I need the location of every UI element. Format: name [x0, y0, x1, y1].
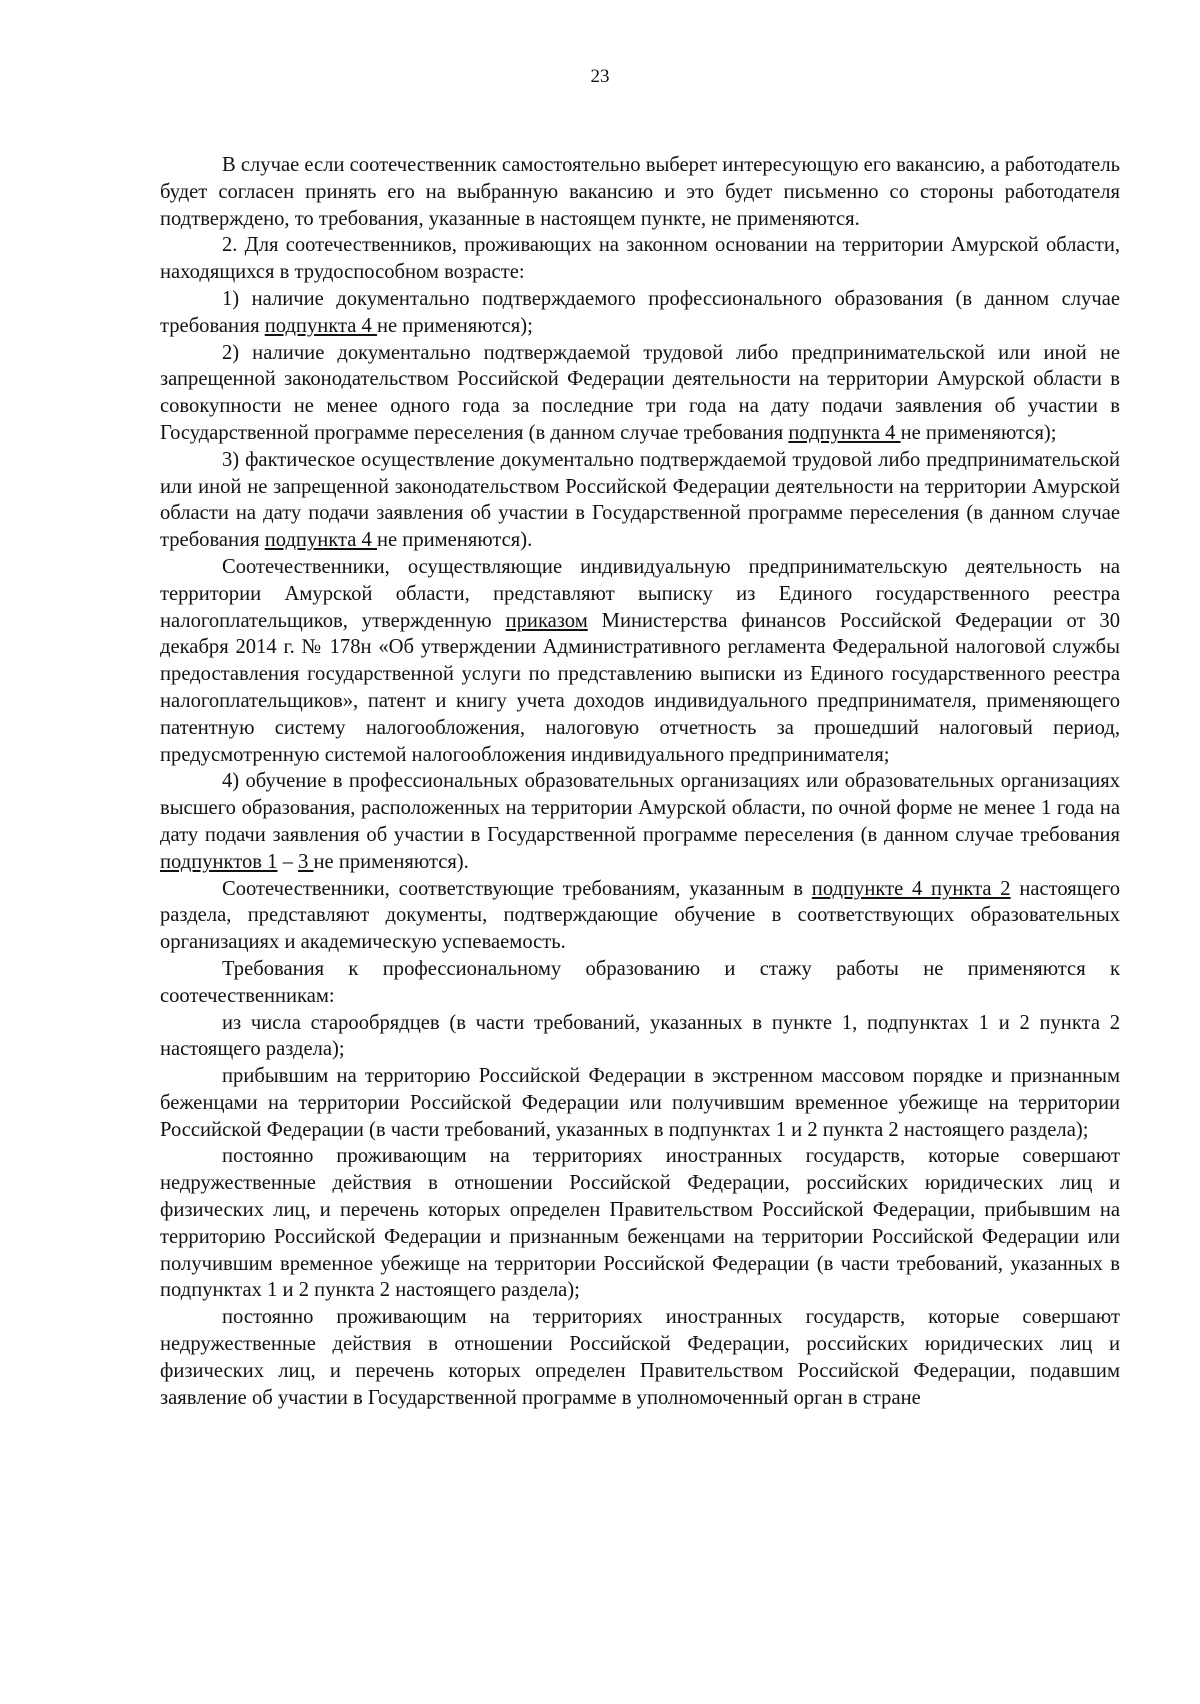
- paragraph: [160, 232, 1120, 286]
- paragraph: [160, 1304, 1120, 1411]
- text-run: Соотечественники, соответствующие требованиям, указанным в: [222, 877, 812, 900]
- text-run: не применяются).: [313, 850, 469, 873]
- text-run: не применяются);: [376, 314, 533, 337]
- text-run: Требования к профессиональному образованию и стажу работы не применяются к соотечественникам:: [160, 957, 1120, 1007]
- paragraph: [160, 152, 1120, 232]
- paragraph: [160, 1143, 1120, 1304]
- paragraph: [160, 340, 1120, 447]
- text-run: постоянно проживающим на территориях иностранных государств, которые совершают недружественные действия в отношении Российской Федерации, российских юридических лиц и физических лиц, и перечень которых определен Правительством Российской Федерации, прибывшим на территорию Российской Федерации и признанным беженцами на территории Российской Федерации или получившим временное убежище на территории Российской Федерации (в части требований, указанных в подпунктах 1 и 2 пункта 2 настоящего раздела);: [160, 1145, 1120, 1302]
- text-run: –: [277, 850, 299, 873]
- paragraph: [160, 956, 1120, 1010]
- paragraph: [160, 1063, 1120, 1143]
- text-run: не применяются);: [900, 421, 1057, 444]
- paragraph: [160, 876, 1120, 956]
- text-run: В случае если соотечественник самостоятельно выберет интересующую его вакансию, а работодатель будет согласен принять его на выбранную вакансию и это будет письменно со стороны работодателя подтверждено, то требования, указанные в настоящем пункте, не применяются.: [160, 154, 1120, 230]
- reference-link: подпункте 4 пункта 2: [811, 877, 1011, 900]
- reference-link: 3: [298, 850, 314, 873]
- text-run: не применяются).: [376, 529, 533, 552]
- reference-link: приказом: [505, 609, 588, 632]
- text-run: Министерства финансов Российской Федерации от 30 декабря 2014 г. № 178н «Об утверждении Административного регламента Федеральной налоговой службы предоставления государственной услуги по представлению выписки из Единого государственного реестра налогоплательщиков», патент и книгу учета доходов индивидуального предпринимателя, применяющего патентную систему налогообложения, налоговую отчетность за прошедший налоговый период, предусмотренную системой налогообложения индивидуального предпринимателя;: [160, 609, 1120, 766]
- paragraph: [160, 447, 1120, 554]
- paragraph: [160, 768, 1120, 875]
- paragraph: [160, 286, 1120, 340]
- text-run: 2. Для соотечественников, проживающих на законном основании на территории Амурской области, находящихся в трудоспособном возрасте:: [160, 234, 1120, 284]
- page-number: 23: [590, 66, 610, 87]
- text-run: 3) фактическое осуществление документально подтверждаемой трудовой либо предпринимательской или иной не запрещенной законодательством Российской Федерации деятельности на территории Амурской области на дату подачи заявления об участии в Государственной программе переселения (в данном случае требования: [160, 448, 1120, 552]
- paragraph: [160, 1010, 1120, 1064]
- text-run: из числа старообрядцев (в части требований, указанных в пункте 1, подпунктах 1 и 2 пункта 2 настоящего раздела);: [160, 1011, 1120, 1061]
- reference-link: подпунктов 1: [160, 850, 278, 873]
- text-run: 2) наличие документально подтверждаемой трудовой либо предпринимательской или иной не запрещенной законодательством Российской Федерации деятельности на территории Амурской области в совокупности не менее одного года за последние три года на дату подачи заявления об участии в Государственной программе переселения (в данном случае требования: [160, 341, 1120, 444]
- paragraph: [160, 554, 1120, 768]
- text-run: 1) наличие документально подтверждаемого профессионального образования (в данном случае требования: [160, 287, 1120, 337]
- text-run: 4) обучение в профессиональных образовательных организациях или образовательных организациях высшего образования, расположенных на территории Амурской области, по очной форме не менее 1 года на дату подачи заявления об участии в Государственной программе переселения (в данном случае требования: [160, 770, 1120, 846]
- text-run: постоянно проживающим на территориях иностранных государств, которые совершают недружественные действия в отношении Российской Федерации, российских юридических лиц и физических лиц, и перечень которых определен Правительством Российской Федерации, подавшим заявление об участии в Государственной программе в уполномоченный орган в стране: [160, 1306, 1120, 1409]
- reference-link: подпункта 4: [788, 421, 901, 444]
- text-run: прибывшим на территорию Российской Федерации в экстренном массовом порядке и признанным беженцами на территории Российской Федерации или получившим временное убежище на территории Российской Федерации (в части требований, указанных в подпунктах 1 и 2 пункта 2 настоящего раздела);: [160, 1065, 1120, 1141]
- document-body: [160, 152, 1120, 1411]
- reference-link: подпункта 4: [264, 314, 377, 337]
- text-run: настоящего раздела, представляют документы, подтверждающие обучение в соответствующих образовательных организациях и академическую успеваемость.: [160, 877, 1121, 954]
- reference-link: подпункта 4: [264, 529, 377, 552]
- text-run: Соотечественники, осуществляющие индивидуальную предпринимательскую деятельность на территории Амурской области, представляют выписку из Единого государственного реестра налогоплательщиков, утвержденную: [160, 555, 1120, 632]
